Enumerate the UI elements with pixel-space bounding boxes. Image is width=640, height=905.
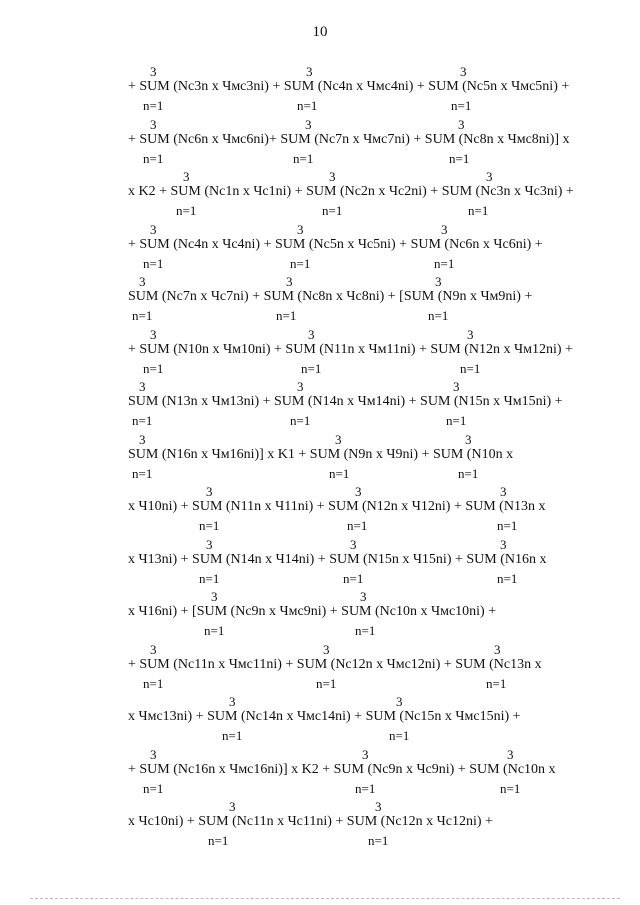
formula-line: SUM (N13n x Чм13ni) + SUM (N14n x Чм14ni) + SUM (N15n x Чм15ni) + [128,394,563,409]
formula-line: + SUM (Nc4n x Чc4ni) + SUM (Nc5n x Чc5ni) + SUM (Nc6n x Чc6ni) + [128,236,543,252]
sum-upper-limit: 3 [335,431,342,447]
sum-lower-limit: n=1 [500,780,521,796]
sum-lower-limit: n=1 [355,623,376,638]
sum-lower-limit: n=1 [208,833,229,848]
formula-line: + SUM (N10n x Чм10ni) + SUM (N11n x Чм11ni) + SUM (N12n x Чм12ni) + [128,341,573,357]
bottom-edge [30,898,620,899]
sum-upper-limit: 3 [183,169,190,184]
formula-line: SUM (Nc7n x Чc7ni) + SUM (Nc8n x Чc8ni) + [SUM (N9n x Чм9ni) + [128,289,533,304]
sum-upper-limit: 3 [362,746,369,762]
sum-upper-limit: 3 [465,431,472,447]
sum-upper-limit: 3 [507,746,514,762]
sum-lower-limit: n=1 [301,360,322,376]
sum-lower-limit: n=1 [204,623,225,638]
sum-upper-limit: 3 [460,64,467,79]
formula-line: x Ч13ni) + SUM (N14n x Ч14ni) + SUM (N15n x Ч15ni) + SUM (N16n x [128,551,547,567]
sum-upper-limit: 3 [486,169,493,184]
formula-line: x Чмс13ni) + SUM (Nc14n x Чмс14ni) + SUM (Nc15n x Чмс15ni) + [128,709,521,724]
sum-lower-limit: n=1 [132,308,153,323]
sum-lower-limit: n=1 [199,570,220,586]
sum-upper-limit: 3 [211,589,218,604]
sum-upper-limit: 3 [500,484,507,499]
sum-upper-limit: 3 [150,116,157,132]
sum-lower-limit: n=1 [143,360,164,376]
sum-upper-limit: 3 [229,694,236,709]
sum-lower-limit: n=1 [143,150,164,166]
formula-line: x Ч16ni) + [SUM (Nc9n x Чмс9ni) + SUM (Nc10n x Чмс10ni) + [128,604,497,619]
sum-lower-limit: n=1 [355,780,376,796]
sum-upper-limit: 3 [308,326,315,342]
sum-upper-limit: 3 [139,274,146,289]
sum-lower-limit: n=1 [143,675,164,691]
sum-upper-limit: 3 [453,379,460,394]
sum-lower-limit: n=1 [497,570,518,586]
sum-upper-limit: 3 [286,274,293,289]
sum-lower-limit: n=1 [293,150,314,166]
sum-upper-limit: 3 [323,641,330,657]
sum-lower-limit: n=1 [199,518,220,533]
sum-upper-limit: 3 [355,484,362,499]
sum-lower-limit: n=1 [322,203,343,218]
sum-lower-limit: n=1 [449,150,470,166]
sum-upper-limit: 3 [467,326,474,342]
sum-lower-limit: n=1 [428,308,449,323]
sum-upper-limit: 3 [150,64,157,79]
formula-line: + SUM (Nc11n x Чмс11ni) + SUM (Nc12n x Чмс12ni) + SUM (Nc13n x [128,656,542,672]
sum-lower-limit: n=1 [434,255,455,271]
formula-line: + SUM (Nc3n x Чмс3ni) + SUM (Nc4n x Чмс4ni) + SUM (Nc5n x Чмс5ni) + [128,79,570,94]
sum-upper-limit: 3 [150,641,157,657]
sum-upper-limit: 3 [297,221,304,237]
sum-lower-limit: n=1 [276,308,297,323]
sum-lower-limit: n=1 [468,203,489,218]
sum-lower-limit: n=1 [290,255,311,271]
sum-lower-limit: n=1 [446,413,467,428]
sum-lower-limit: n=1 [176,203,197,218]
formula-line: + SUM (Nc6n x Чмс6ni)+ SUM (Nc7n x Чмс7ni) + SUM (Nc8n x Чмс8ni)] x [128,131,570,147]
sum-upper-limit: 3 [206,484,213,499]
sum-upper-limit: 3 [494,641,501,657]
sum-upper-limit: 3 [150,221,157,237]
sum-upper-limit: 3 [206,536,213,552]
sum-lower-limit: n=1 [297,98,318,113]
formula-line: x Чc10ni) + SUM (Nc11n x Чc11ni) + SUM (Nc12n x Чc12ni) + [128,814,493,829]
sum-upper-limit: 3 [306,64,313,79]
sum-upper-limit: 3 [305,116,312,132]
sum-lower-limit: n=1 [329,465,350,481]
sum-upper-limit: 3 [139,379,146,394]
formula-line: SUM (N16n x Чм16ni)] x K1 + SUM (N9n x Ч9ni) + SUM (N10n x [128,446,514,462]
formula-line: x K2 + SUM (Nc1n x Чc1ni) + SUM (Nc2n x Чc2ni) + SUM (Nc3n x Чc3ni) + [128,184,574,199]
formula-line: + SUM (Nc16n x Чмс16ni)] x K2 + SUM (Nc9n x Чc9ni) + SUM (Nc10n x [128,761,556,777]
sum-lower-limit: n=1 [132,413,153,428]
page-number: 10 [312,24,328,40]
sum-upper-limit: 3 [329,169,336,184]
sum-upper-limit: 3 [229,799,236,814]
sum-lower-limit: n=1 [389,728,410,743]
sum-upper-limit: 3 [360,589,367,604]
sum-lower-limit: n=1 [290,413,311,428]
sum-upper-limit: 3 [139,431,146,447]
sum-upper-limit: 3 [458,116,465,132]
sum-upper-limit: 3 [435,274,442,289]
sum-lower-limit: n=1 [143,780,164,796]
sum-upper-limit: 3 [150,326,157,342]
sum-lower-limit: n=1 [143,98,164,113]
sum-lower-limit: n=1 [143,255,164,271]
sum-lower-limit: n=1 [460,360,481,376]
sum-upper-limit: 3 [350,536,357,552]
sum-lower-limit: n=1 [486,675,507,691]
sum-lower-limit: n=1 [347,518,368,533]
sum-lower-limit: n=1 [222,728,243,743]
sum-lower-limit: n=1 [458,465,479,481]
sum-upper-limit: 3 [297,379,304,394]
sum-lower-limit: n=1 [497,518,518,533]
sum-lower-limit: n=1 [451,98,472,113]
sum-lower-limit: n=1 [316,675,337,691]
formula-line: x Ч10ni) + SUM (N11n x Ч11ni) + SUM (N12n x Ч12ni) + SUM (N13n x [128,499,546,514]
sum-upper-limit: 3 [150,746,157,762]
sum-upper-limit: 3 [441,221,448,237]
sum-lower-limit: n=1 [368,833,389,848]
sum-lower-limit: n=1 [343,570,364,586]
sum-upper-limit: 3 [396,694,403,709]
sum-upper-limit: 3 [500,536,507,552]
sum-lower-limit: n=1 [132,465,153,481]
sum-upper-limit: 3 [375,799,382,814]
